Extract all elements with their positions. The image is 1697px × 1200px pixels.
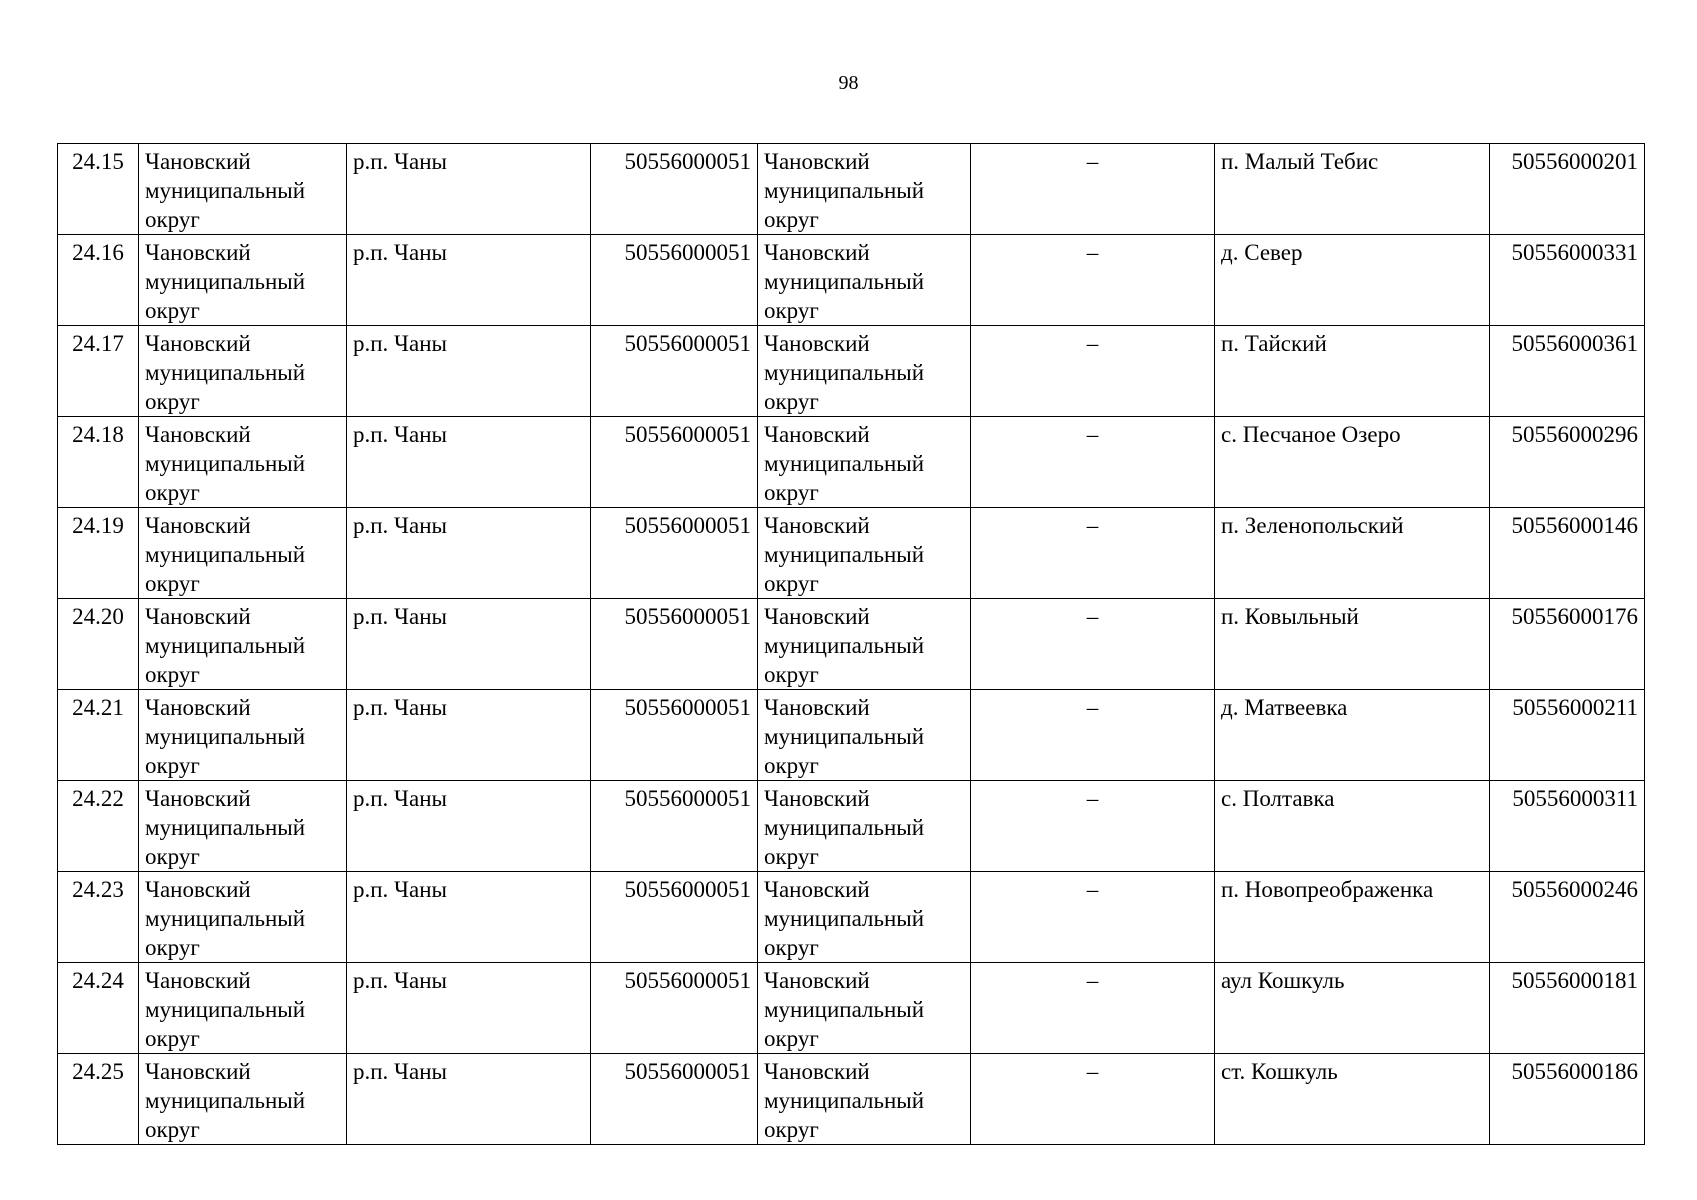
empty-dash-cell: – [971,963,1215,1054]
row-number-cell: 24.19 [58,508,139,599]
admin-center-code-cell: 50556000051 [591,417,758,508]
admin-center-code-cell: 50556000051 [591,781,758,872]
district-cell: Чановский муниципальный округ [139,144,347,235]
municipality-cell: Чановский муниципальный округ [758,599,971,690]
settlement-code-cell: 50556000201 [1490,144,1645,235]
row-number-cell: 24.23 [58,872,139,963]
table-row [58,781,1645,872]
settlement-cell: п. Зеленопольский [1215,508,1490,599]
district-cell: Чановский муниципальный округ [139,417,347,508]
settlement-code-cell: 50556000181 [1490,963,1645,1054]
row-number-cell: 24.21 [58,690,139,781]
settlement-code-cell: 50556000331 [1490,235,1645,326]
table-row [58,872,1645,963]
district-cell: Чановский муниципальный округ [139,963,347,1054]
admin-center-cell: р.п. Чаны [347,599,591,690]
table-body [58,144,1645,1145]
empty-dash-cell: – [971,144,1215,235]
settlement-cell: п. Тайский [1215,326,1490,417]
settlement-cell: ст. Кошкуль [1215,1054,1490,1145]
admin-center-cell: р.п. Чаны [347,144,591,235]
district-cell: Чановский муниципальный округ [139,235,347,326]
table-row [58,326,1645,417]
municipality-cell: Чановский муниципальный округ [758,417,971,508]
table-row [58,144,1645,235]
row-number-cell: 24.20 [58,599,139,690]
admin-center-cell: р.п. Чаны [347,235,591,326]
admin-center-code-cell: 50556000051 [591,963,758,1054]
admin-center-cell: р.п. Чаны [347,872,591,963]
admin-center-code-cell: 50556000051 [591,235,758,326]
settlement-cell: с. Песчаное Озеро [1215,417,1490,508]
admin-center-code-cell: 50556000051 [591,599,758,690]
admin-center-code-cell: 50556000051 [591,1054,758,1145]
settlement-code-cell: 50556000146 [1490,508,1645,599]
district-cell: Чановский муниципальный округ [139,872,347,963]
admin-center-cell: р.п. Чаны [347,963,591,1054]
empty-dash-cell: – [971,235,1215,326]
admin-center-code-cell: 50556000051 [591,326,758,417]
admin-center-code-cell: 50556000051 [591,872,758,963]
settlement-code-cell: 50556000176 [1490,599,1645,690]
settlement-cell: д. Матвеевка [1215,690,1490,781]
settlement-code-cell: 50556000186 [1490,1054,1645,1145]
district-cell: Чановский муниципальный округ [139,326,347,417]
empty-dash-cell: – [971,508,1215,599]
district-cell: Чановский муниципальный округ [139,781,347,872]
admin-center-cell: р.п. Чаны [347,508,591,599]
municipality-cell: Чановский муниципальный округ [758,781,971,872]
admin-center-cell: р.п. Чаны [347,1054,591,1145]
row-number-cell: 24.15 [58,144,139,235]
admin-center-code-cell: 50556000051 [591,144,758,235]
admin-center-cell: р.п. Чаны [347,690,591,781]
settlement-cell: п. Новопреображенка [1215,872,1490,963]
table-row [58,599,1645,690]
municipality-cell: Чановский муниципальный округ [758,690,971,781]
settlement-cell: аул Кошкуль [1215,963,1490,1054]
settlement-code-cell: 50556000311 [1490,781,1645,872]
municipality-cell: Чановский муниципальный округ [758,326,971,417]
settlement-code-cell: 50556000246 [1490,872,1645,963]
admin-center-cell: р.п. Чаны [347,326,591,417]
municipality-cell: Чановский муниципальный округ [758,1054,971,1145]
municipality-cell: Чановский муниципальный округ [758,872,971,963]
row-number-cell: 24.24 [58,963,139,1054]
row-number-cell: 24.16 [58,235,139,326]
district-cell: Чановский муниципальный округ [139,599,347,690]
table-row [58,690,1645,781]
municipality-cell: Чановский муниципальный округ [758,508,971,599]
municipality-cell: Чановский муниципальный округ [758,235,971,326]
empty-dash-cell: – [971,781,1215,872]
municipality-cell: Чановский муниципальный округ [758,963,971,1054]
empty-dash-cell: – [971,417,1215,508]
settlement-cell: п. Малый Тебис [1215,144,1490,235]
admin-center-code-cell: 50556000051 [591,690,758,781]
row-number-cell: 24.17 [58,326,139,417]
empty-dash-cell: – [971,872,1215,963]
table-row [58,417,1645,508]
empty-dash-cell: – [971,1054,1215,1145]
district-cell: Чановский муниципальный округ [139,690,347,781]
admin-center-code-cell: 50556000051 [591,508,758,599]
district-cell: Чановский муниципальный округ [139,508,347,599]
table-row [58,235,1645,326]
settlement-cell: п. Ковыльный [1215,599,1490,690]
table-row [58,508,1645,599]
table-row [58,963,1645,1054]
table-row [58,1054,1645,1145]
admin-center-cell: р.п. Чаны [347,417,591,508]
page-number: 98 [838,72,859,94]
settlement-cell: с. Полтавка [1215,781,1490,872]
settlements-table [57,143,1645,1145]
row-number-cell: 24.25 [58,1054,139,1145]
district-cell: Чановский муниципальный округ [139,1054,347,1145]
municipality-cell: Чановский муниципальный округ [758,144,971,235]
admin-center-cell: р.п. Чаны [347,781,591,872]
row-number-cell: 24.18 [58,417,139,508]
empty-dash-cell: – [971,690,1215,781]
settlement-code-cell: 50556000296 [1490,417,1645,508]
settlement-cell: д. Север [1215,235,1490,326]
settlement-code-cell: 50556000211 [1490,690,1645,781]
empty-dash-cell: – [971,326,1215,417]
row-number-cell: 24.22 [58,781,139,872]
empty-dash-cell: – [971,599,1215,690]
settlement-code-cell: 50556000361 [1490,326,1645,417]
